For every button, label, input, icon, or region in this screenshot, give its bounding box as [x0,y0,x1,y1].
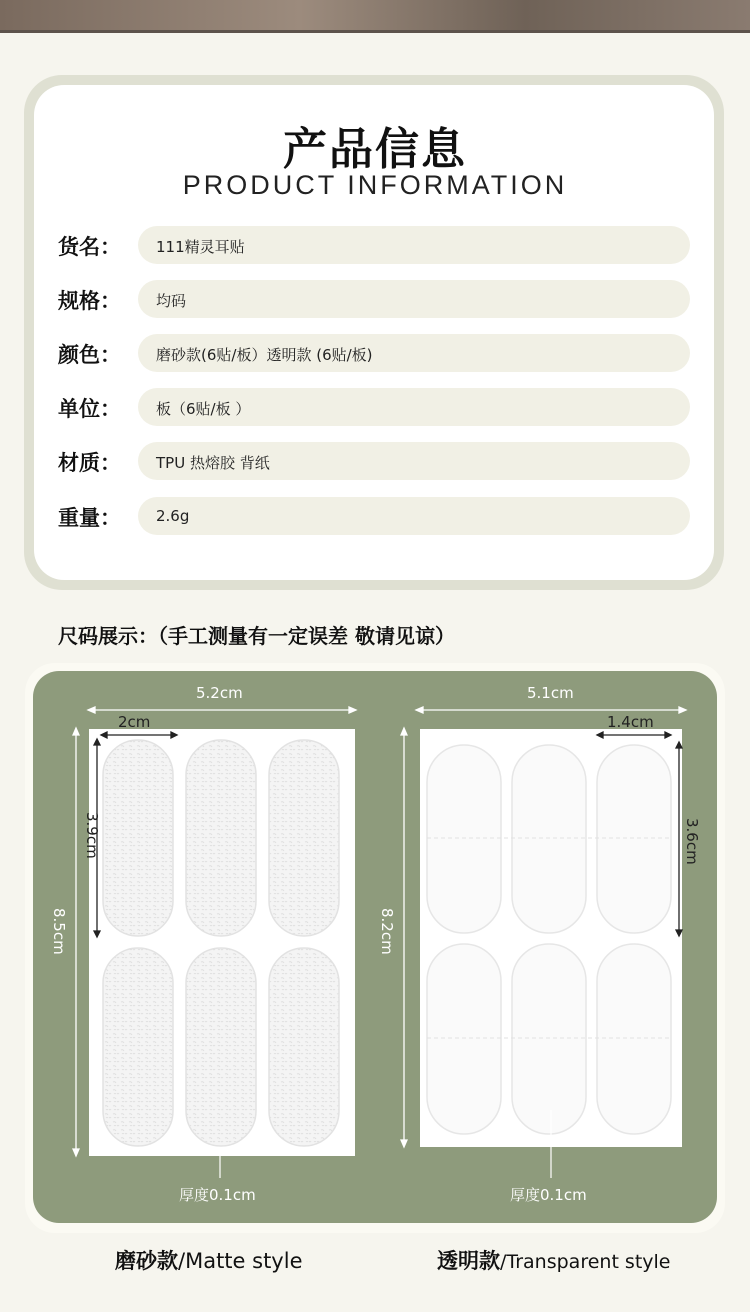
matte-width-label: 5.2cm [196,684,243,702]
info-label: 货名： [58,235,121,259]
section-title: 产品信息 [283,124,467,175]
matte-piece-height-label: 3.9cm [83,812,101,859]
matte-caption-en: /Matte style [178,1249,303,1273]
matte-thickness-label: 厚度0.1cm [179,1186,256,1204]
transparent-caption-cn: 透明款 [437,1249,500,1273]
transparent-thickness-label: 厚度0.1cm [510,1186,587,1204]
matte-height-label: 8.5cm [50,908,68,955]
transparent-caption-en: /Transparent style [500,1251,671,1273]
transparent-piece-width-label: 1.4cm [607,713,654,731]
section-subtitle: PRODUCT INFORMATION [182,170,568,200]
info-label: 重量： [58,506,121,530]
info-value: 板（6贴/板 ） [156,400,251,418]
matte-caption [115,1245,302,1275]
transparent-caption [437,1245,671,1275]
transparent-width-label: 5.1cm [527,684,574,702]
info-value: 磨砂款(6贴/板）透明款 (6贴/板) [156,346,373,364]
size-note: 尺码展示：（手工测量有一定误差 敬请见谅） [58,624,455,648]
matte-piece-width-label: 2cm [118,713,151,731]
info-label: 单位： [58,397,121,421]
info-label: 颜色： [58,343,121,367]
info-value: 111精灵耳贴 [156,238,245,256]
transparent-pieces [427,745,671,1134]
info-label: 规格： [58,289,121,313]
info-value: 均码 [156,292,187,310]
transparent-height-label: 8.2cm [378,908,396,955]
info-value: 2.6g [156,507,190,525]
info-value: TPU 热熔胶 背纸 [156,454,270,472]
info-label: 材质： [58,451,121,475]
transparent-piece-height-label: 3.6cm [683,818,701,865]
matte-caption-cn: 磨砂款 [115,1249,178,1273]
matte-pieces [103,740,339,1146]
